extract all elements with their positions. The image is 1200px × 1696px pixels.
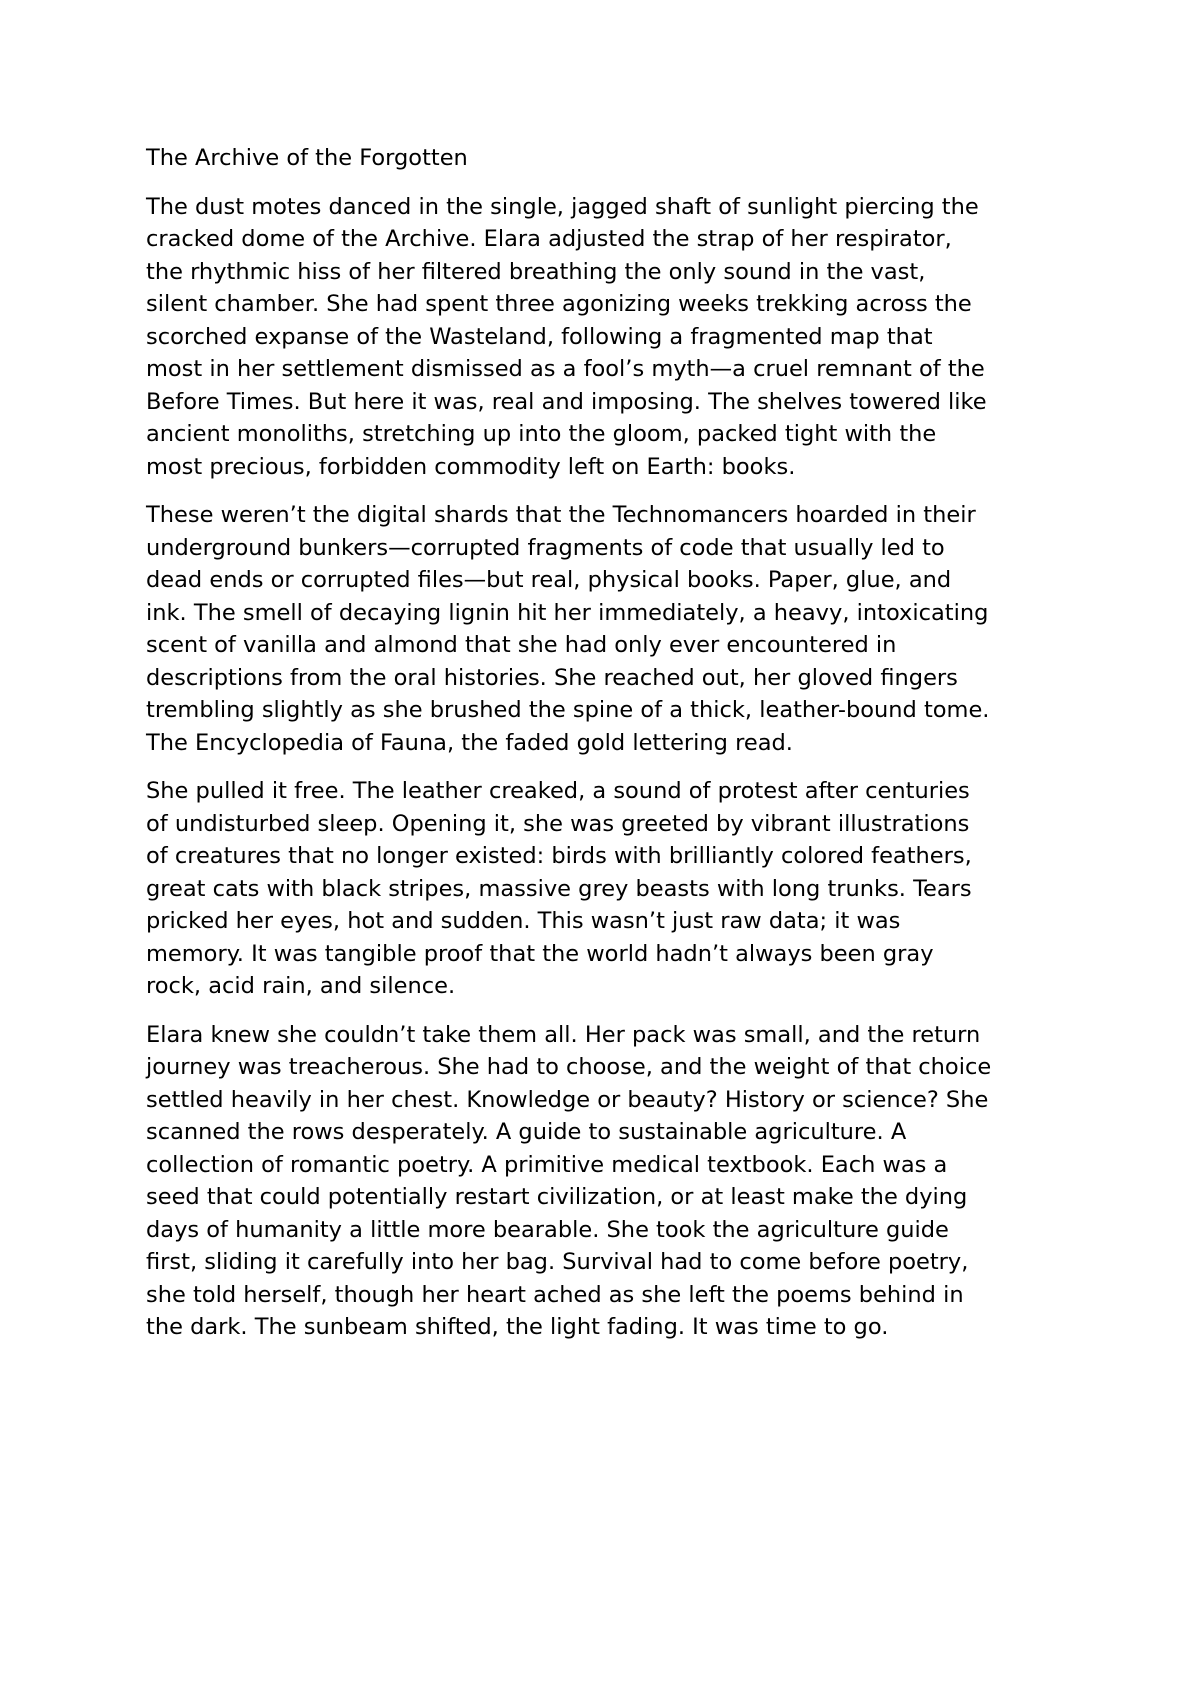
text-line: most precious, forbidden commodity left on Earth: books. <box>146 453 796 480</box>
text-line: of undisturbed sleep. Opening it, she was greeted by vibrant illustrations <box>146 810 970 837</box>
paragraph <box>146 499 1068 759</box>
text-line: cracked dome of the Archive. Elara adjusted the strap of her respirator, <box>146 226 952 252</box>
text-line: first, sliding it carefully into her bag. Survival had to come before poetry, <box>146 1249 969 1275</box>
text-line: scanned the rows desperately. A guide to sustainable agriculture. A <box>146 1119 907 1145</box>
text-line: scent of vanilla and almond that she had only ever encountered in <box>146 632 897 658</box>
paragraph <box>146 1019 1068 1344</box>
text-line: the rhythmic hiss of her filtered breathing the only sound in the vast, <box>146 258 926 285</box>
text-line: seed that could potentially restart civilization, or at least make the dying <box>146 1184 968 1210</box>
text-line: The dust motes danced in the single, jagged shaft of sunlight piercing the <box>146 193 979 220</box>
text-line: days of humanity a little more bearable. She took the agriculture guide <box>146 1216 949 1243</box>
text-line: silent chamber. She had spent three agonizing weeks trekking across the <box>146 291 972 317</box>
text-line: trembling slightly as she brushed the spine of a thick, leather-bound tome. <box>146 697 990 723</box>
text-line: pricked her eyes, hot and sudden. This wasn’t just raw data; it was <box>146 908 901 934</box>
text-line: She pulled it free. The leather creaked, a sound of protest after centuries <box>146 778 970 804</box>
text-line: settled heavily in her chest. Knowledge or beauty? History or science? She <box>146 1086 989 1113</box>
text-line: These weren’t the digital shards that the Technomancers hoarded in their <box>146 502 976 528</box>
text-line: she told herself, though her heart ached as she left the poems behind in <box>146 1281 964 1308</box>
text-line: most in her settlement dismissed as a fool’s myth—a cruel remnant of the <box>146 356 985 382</box>
text-line: great cats with black stripes, massive grey beasts with long trunks. Tears <box>146 875 972 902</box>
text-line: collection of romantic poetry. A primitive medical textbook. Each was a <box>146 1151 948 1178</box>
text-line: memory. It was tangible proof that the world hadn’t always been gray <box>146 940 934 967</box>
text-line: ancient monoliths, stretching up into the gloom, packed tight with the <box>146 421 937 447</box>
text-line: journey was treacherous. She had to choose, and the weight of that choice <box>146 1054 992 1080</box>
document-title: The Archive of the Forgotten <box>146 145 468 171</box>
text-line: rock, acid rain, and silence. <box>146 973 456 999</box>
paragraph <box>146 191 1068 484</box>
text-line: The Encyclopedia of Fauna, the faded gold lettering read. <box>146 729 793 756</box>
text-line: descriptions from the oral histories. She reached out, her gloved fingers <box>146 664 958 691</box>
document-body <box>146 191 1068 1344</box>
text-line: of creatures that no longer existed: birds with brilliantly colored feathers, <box>146 843 972 869</box>
paragraph <box>146 775 1068 1003</box>
text-line: ink. The smell of decaying lignin hit her immediately, a heavy, intoxicating <box>146 599 989 626</box>
text-line: scorched expanse of the Wasteland, following a fragmented map that <box>146 323 933 350</box>
text-line: the dark. The sunbeam shifted, the light fading. It was time to go. <box>146 1314 889 1340</box>
text-line: Elara knew she couldn’t take them all. Her pack was small, and the return <box>146 1021 981 1048</box>
text-line: Before Times. But here it was, real and imposing. The shelves towered like <box>146 388 987 415</box>
document-page <box>146 142 1068 1360</box>
text-line: dead ends or corrupted files—but real, physical books. Paper, glue, and <box>146 567 952 593</box>
text-line: underground bunkers—corrupted fragments of code that usually led to <box>146 534 945 561</box>
